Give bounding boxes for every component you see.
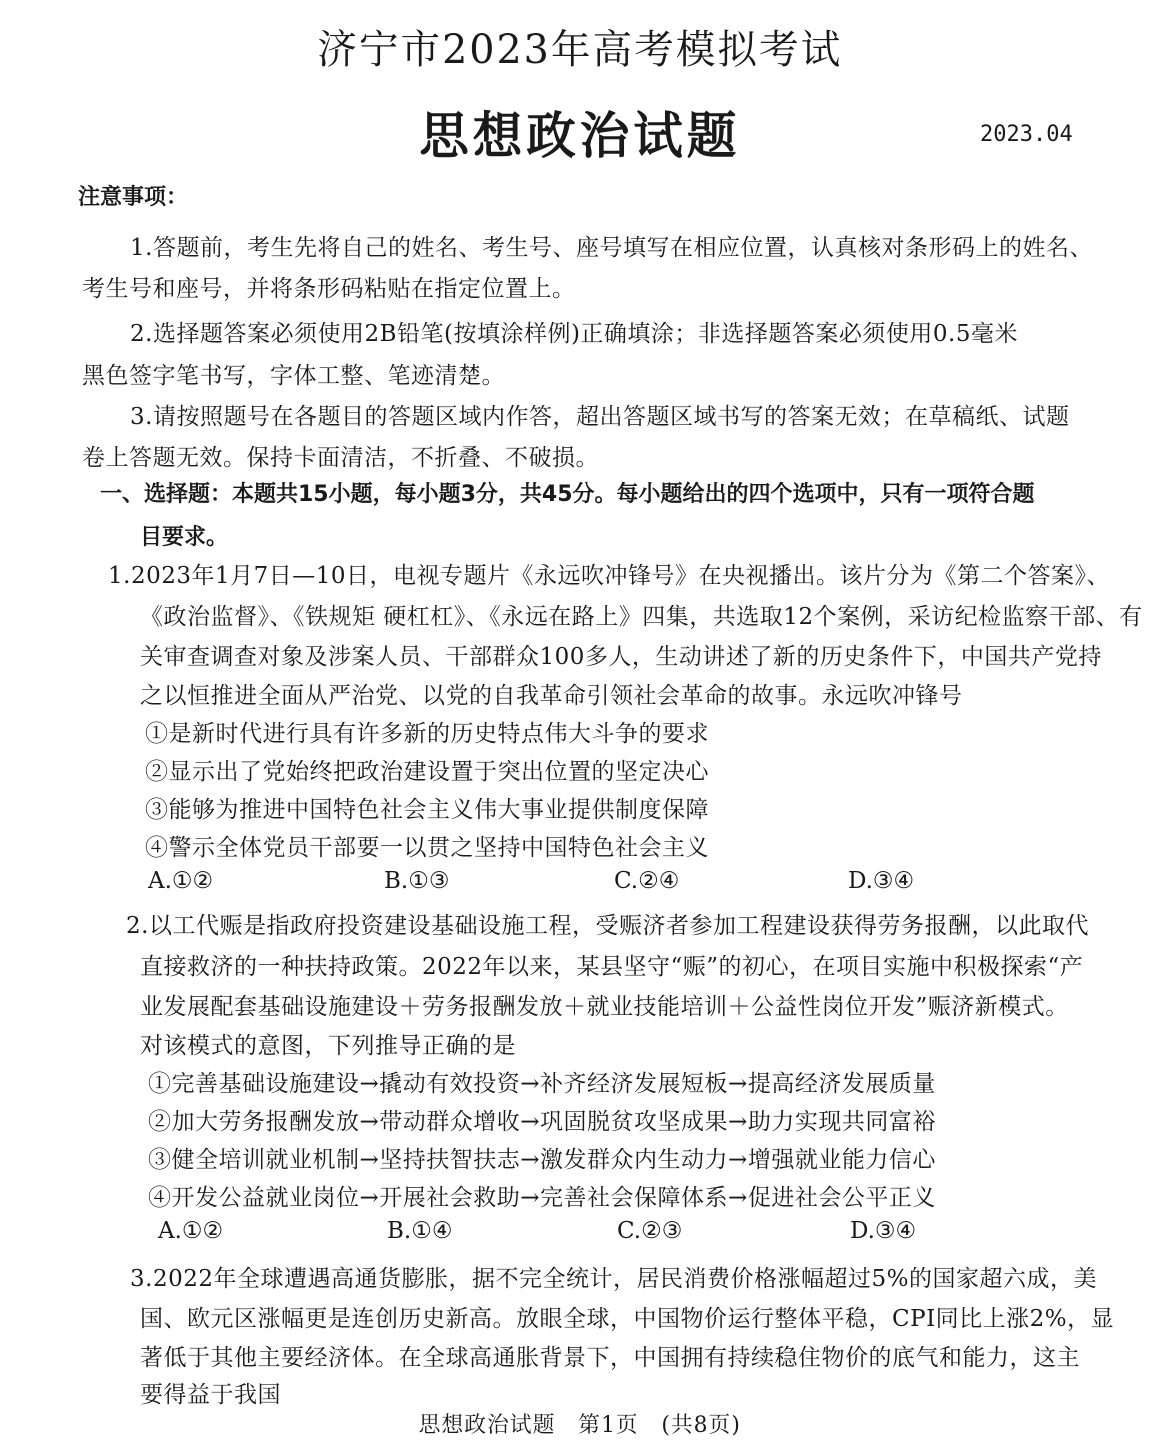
notice-heading: 注意事项： (78, 185, 189, 210)
notice-item-3-line-2: 卷上答题无效。保持卡面清洁，不折叠、不破损。 (82, 445, 599, 471)
question-1-option-d: D.③④ (848, 868, 915, 894)
question-2-item-3: ③健全培训就业机制→坚持扶智扶志→激发群众内生动力→增强就业能力信心 (148, 1147, 936, 1173)
exam-title: 济宁市2023年高考模拟考试 (317, 27, 843, 73)
question-1-item-2: ②显示出了党始终把政治建设置于突出位置的坚定决心 (145, 759, 709, 785)
notice-item-2-line-2: 黑色签字笔书写，字体工整、笔迹清楚。 (82, 363, 505, 389)
notice-item-1-line-1: 1.答题前，考生先将自己的姓名、考生号、座号填写在相应位置，认真核对条形码上的姓名、 (130, 235, 1093, 261)
question-1-option-b: B.①③ (384, 868, 450, 894)
question-2-option-c: C.②③ (617, 1218, 683, 1244)
question-1-option-c: C.②④ (614, 868, 680, 894)
question-1-item-4: ④警示全体党员干部要一以贯之坚持中国特色社会主义 (145, 835, 709, 861)
exam-date: 2023.04 (980, 122, 1073, 147)
section-heading-line-2: 目要求。 (140, 525, 229, 550)
question-2-option-b: B.①④ (387, 1218, 453, 1244)
notice-item-2-line-1: 2.选择题答案必须使用2B铅笔(按填涂样例)正确填涂；非选择题答案必须使用0.5毫米 (130, 321, 1019, 347)
question-3-stem-line-2: 国、欧元区涨幅更是连创历史新高。放眼全球，中国物价运行整体平稳，CPI同比上涨2%，显 (140, 1306, 1115, 1332)
question-2-item-1: ①完善基础设施建设→撬动有效投资→补齐经济发展短板→提高经济发展质量 (148, 1071, 936, 1097)
subject-title: 思想政治试题 (419, 107, 741, 165)
question-1-item-1: ①是新时代进行具有许多新的历史特点伟大斗争的要求 (145, 721, 709, 747)
notice-item-1-line-2: 考生号和座号，并将条形码粘贴在指定位置上。 (82, 276, 576, 302)
notice-item-3-line-1: 3.请按照题号在各题目的答题区域内作答，超出答题区域书写的答案无效；在草稿纸、试题 (130, 404, 1070, 430)
section-heading-line-1: 一、选择题：本题共15小题，每小题3分，共45分。每小题给出的四个选项中，只有一项符合题 (100, 482, 1035, 507)
question-2-option-a: A.①② (158, 1218, 224, 1244)
question-1-stem-line-1: 1.2023年1月7日—10日，电视专题片《永远吹冲锋号》在央视播出。该片分为《第二个答案》、 (108, 563, 1111, 589)
question-3-stem-line-1: 3.2022年全球遭遇高通货膨胀，据不完全统计，居民消费价格涨幅超过5%的国家超六成，美 (130, 1266, 1097, 1292)
question-2-stem-line-2: 直接救济的一种扶持政策。2022年以来，某县坚守“赈”的初心，在项目实施中积极探索“产 (140, 954, 1084, 980)
question-1-stem-line-3: 关审查调查对象及涉案人员、干部群众100多人，生动讲述了新的历史条件下，中国共产党持 (140, 644, 1102, 670)
question-2-stem-line-3: 业发展配套基础设施建设＋劳务报酬发放＋就业技能培训＋公益性岗位开发”赈济新模式。 (140, 994, 1069, 1020)
question-1-item-3: ③能够为推进中国特色社会主义伟大事业提供制度保障 (145, 797, 709, 823)
page-footer: 思想政治试题 第1页 (共8页) (418, 1413, 741, 1438)
question-2-stem-line-1: 2.以工代赈是指政府投资建设基础设施工程，受赈济者参加工程建设获得劳务报酬，以此取代 (126, 913, 1089, 939)
question-3-stem-line-4: 要得益于我国 (140, 1382, 281, 1408)
question-2-item-2: ②加大劳务报酬发放→带动群众增收→巩固脱贫攻坚成果→助力实现共同富裕 (148, 1109, 936, 1135)
question-2-stem-line-4: 对该模式的意图，下列推导正确的是 (140, 1033, 516, 1059)
question-1-stem-line-4: 之以恒推进全面从严治党、以党的自我革命引领社会革命的故事。永远吹冲锋号 (140, 683, 963, 709)
question-3-stem-line-3: 著低于其他主要经济体。在全球高通胀背景下，中国拥有持续稳住物价的底气和能力，这主 (140, 1345, 1080, 1371)
question-2-option-d: D.③④ (850, 1218, 917, 1244)
question-1-option-a: A.①② (148, 868, 214, 894)
question-1-stem-line-2: 《政治监督》、《铁规矩 硬杠杠》、《永远在路上》四集，共选取12个案例，采访纪检监察干部、有 (140, 604, 1143, 630)
question-2-item-4: ④开发公益就业岗位→开展社会救助→完善社会保障体系→促进社会公平正义 (148, 1185, 936, 1211)
